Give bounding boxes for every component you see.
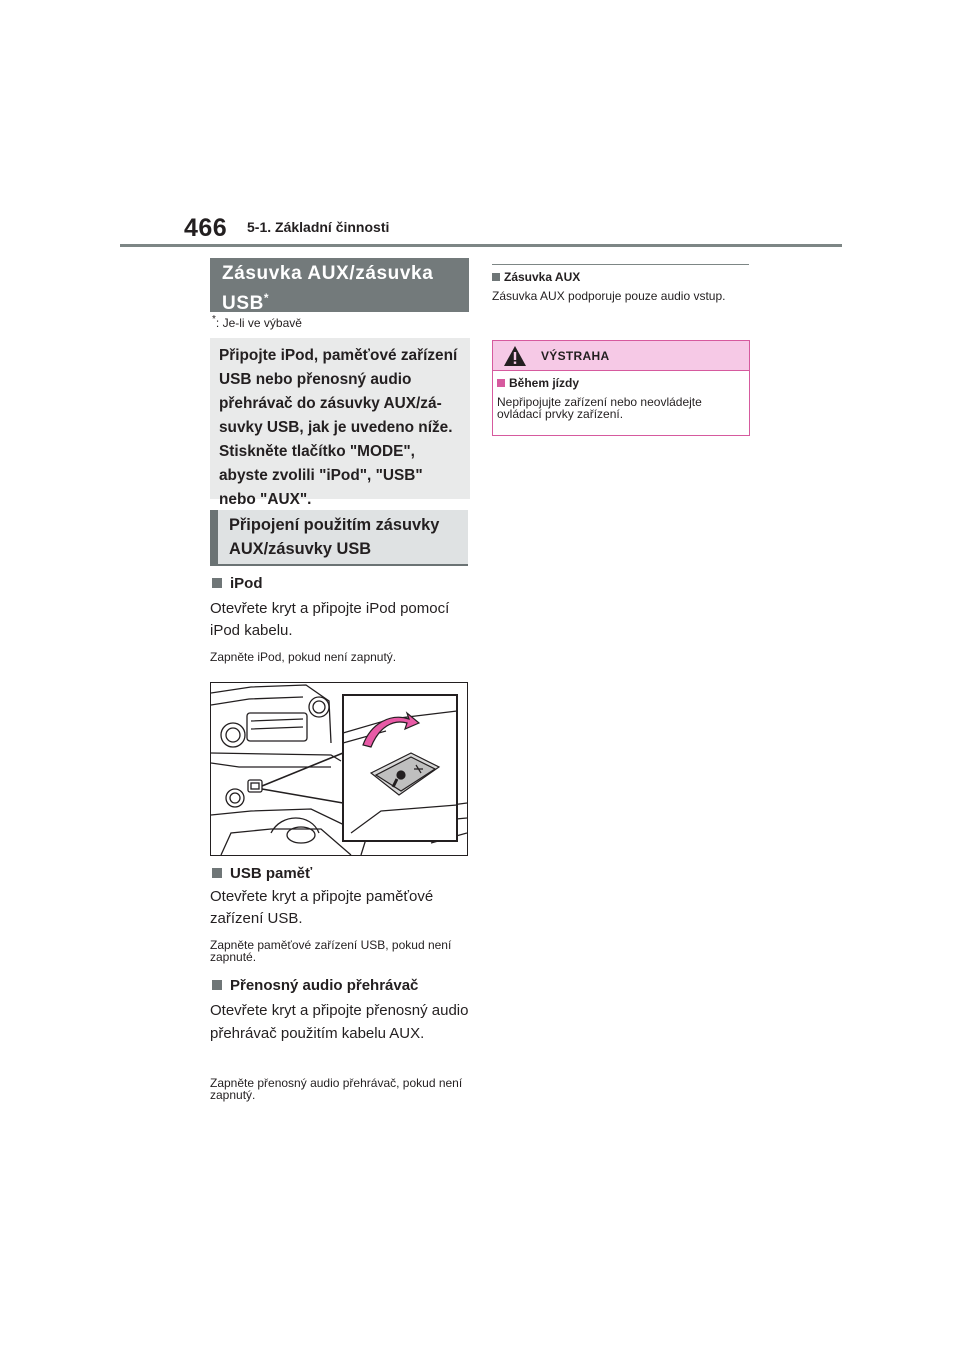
square-bullet-icon xyxy=(212,578,222,588)
ipod-body: Otevřete kryt a připojte iPod pomocí iPod kabelu. xyxy=(210,600,450,639)
section-title-line2 xyxy=(222,286,469,316)
usb-body: Otevřete kryt a připojte paměťové zařízení USB. xyxy=(210,888,434,927)
header-rule xyxy=(120,244,842,247)
aux-heading-text: Zásuvka AUX xyxy=(504,270,581,284)
square-bullet-icon xyxy=(492,273,500,281)
right-column-rule xyxy=(492,264,749,265)
title-asterisk: * xyxy=(263,291,270,305)
footnote-text: : Je-li ve výbavě xyxy=(215,316,302,330)
footnote xyxy=(212,314,302,330)
section-header: 5-1. Základní činnosti xyxy=(247,219,390,235)
aux-body: Zásuvka AUX podporuje pouze audio vstup. xyxy=(492,289,726,303)
warning-subheading xyxy=(497,376,579,390)
portable-note: Zapněte přenosný audio přehrávač, pokud není zapnutý. xyxy=(210,1076,463,1102)
ipod-note: Zapněte iPod, pokud není zapnutý. xyxy=(210,650,397,664)
square-bullet-icon xyxy=(212,980,222,990)
usb-heading xyxy=(212,865,312,882)
page-number: 466 xyxy=(184,214,228,242)
aux-heading xyxy=(492,270,580,284)
usb-heading-text: USB paměť xyxy=(230,865,313,882)
section-title-usb: USB xyxy=(222,293,264,314)
usb-aux-port-illustration xyxy=(210,682,468,856)
usb-note: Zapněte paměťové zařízení USB, pokud není zapnuté. xyxy=(210,938,452,964)
subheading-box: Připojení použitím zásuvky AUX/zásuvky USB xyxy=(210,510,468,566)
warning-triangle-icon xyxy=(503,345,527,367)
square-bullet-icon xyxy=(212,868,222,878)
section-title-line1: Zásuvka AUX/zásuvka xyxy=(222,263,434,284)
portable-heading-text: Přenosný audio přehrávač xyxy=(230,977,419,994)
warning-header xyxy=(493,341,749,371)
warning-box xyxy=(492,340,750,436)
warning-subheading-text: Během jízdy xyxy=(509,376,580,390)
console-drawing xyxy=(211,683,467,855)
section-title-box xyxy=(210,258,469,312)
warning-title: VÝSTRAHA xyxy=(541,349,610,363)
ipod-heading-text: iPod xyxy=(230,575,263,592)
ipod-heading xyxy=(212,575,263,592)
warning-body: Nepřipojujte zařízení nebo neovládejte ovládací prvky zařízení. xyxy=(497,395,702,421)
square-bullet-icon xyxy=(497,379,505,387)
footnote-marker: * xyxy=(212,314,216,325)
intro-box: Připojte iPod, paměťové zařízení USB nebo přenosný audio přehrávač do zásuvky AUX/zásuvky USB, jak je uvedeno níže. Stiskněte tlačítko "MODE", abyste zvolili "iPod", "USB" nebo "AUX". xyxy=(210,338,470,499)
portable-heading xyxy=(212,977,418,994)
portable-body: Otevřete kryt a připojte přenosný audio přehrávač použitím kabelu AUX. xyxy=(210,1002,469,1042)
